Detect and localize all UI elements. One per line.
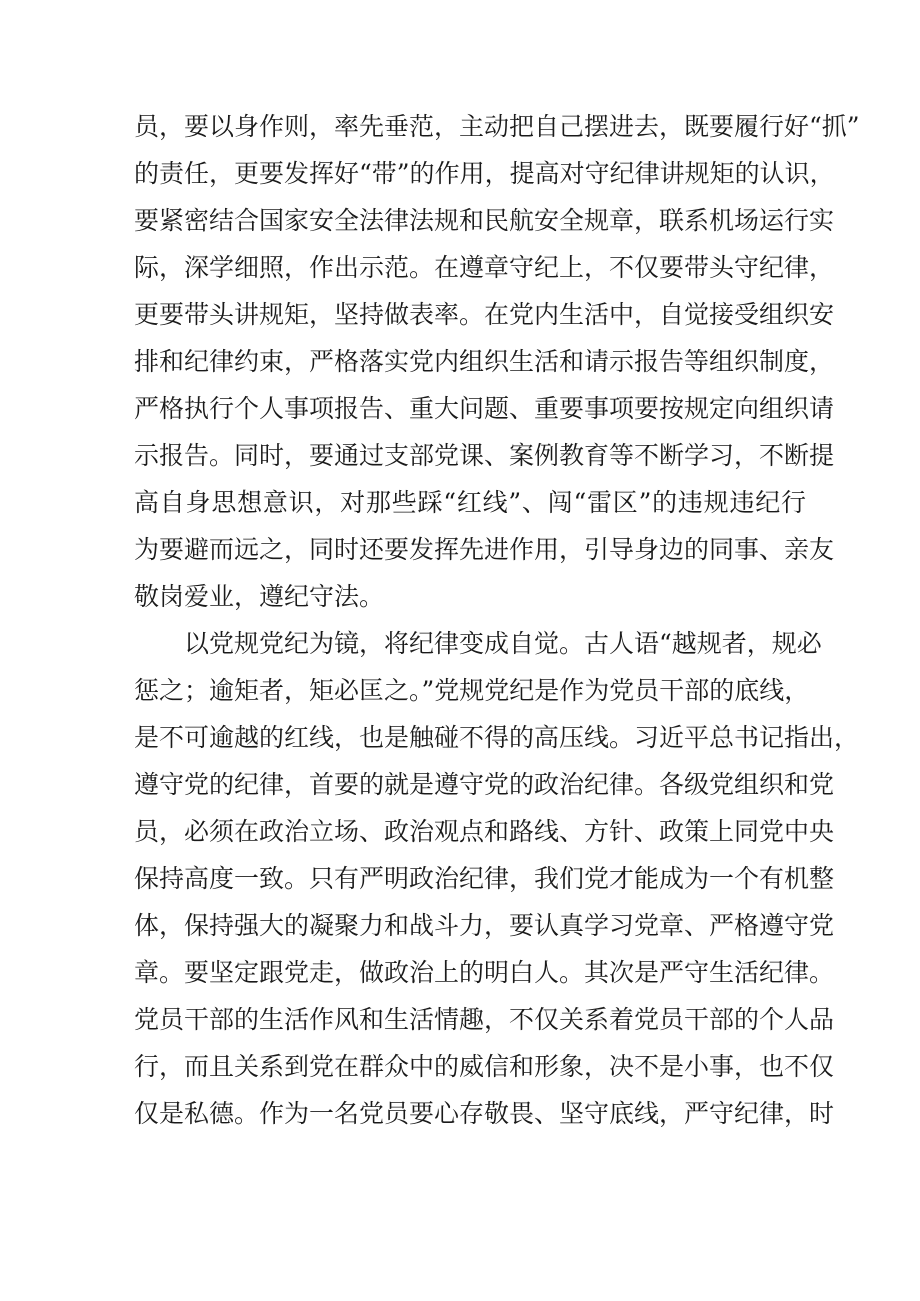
- text-line: 员，要以身作则，率先垂范，主动把自己摆进去，既要履行好“抓”: [134, 112, 860, 141]
- text-line: 惩之；逾矩者，矩必匡之。”党规党纪是作为党员干部的底线，: [134, 676, 810, 705]
- text-line: 是不可逾越的红线，也是触碰不得的高压线。习近平总书记指出，: [134, 723, 860, 752]
- text-line: 更要带头讲规矩，坚持做表率。在党内生活中，自觉接受组织安: [134, 300, 835, 329]
- text-line: 以党规党纪为镜，将纪律变成自觉。古人语“越规者，规必: [184, 629, 822, 658]
- text-line: 高自身思想意识，对那些踩“红线”、闯“雷区”的违规违纪行: [134, 488, 806, 517]
- text-line: 排和纪律约束，严格落实党内组织生活和请示报告等组织制度，: [134, 347, 835, 376]
- paragraph-1: [134, 103, 860, 620]
- text-line: 为要避而远之，同时还要发挥先进作用，引导身边的同事、亲友: [134, 535, 835, 564]
- body-text: [134, 103, 860, 1137]
- text-line: 保持高度一致。只有严明政治纪律，我们党才能成为一个有机整: [134, 864, 835, 893]
- text-line: 体，保持强大的凝聚力和战斗力，要认真学习党章、严格遵守党: [134, 911, 835, 940]
- text-line: 敬岗爱业，遵纪守法。: [134, 582, 385, 611]
- text-line: 的责任，更要发挥好“带”的作用，提高对守纪律讲规矩的认识，: [134, 159, 835, 188]
- text-line: 严格执行个人事项报告、重大问题、重要事项要按规定向组织请: [134, 394, 835, 423]
- text-line: 示报告。同时，要通过支部党课、案例教育等不断学习，不断提: [134, 441, 835, 470]
- text-line: 党员干部的生活作风和生活情趣，不仅关系着党员干部的个人品: [134, 1005, 835, 1034]
- text-line: 遵守党的纪律，首要的就是遵守党的政治纪律。各级党组织和党: [134, 770, 835, 799]
- text-line: 员，必须在政治立场、政治观点和路线、方针、政策上同党中央: [134, 817, 835, 846]
- text-line: 仅是私德。作为一名党员要心存敬畏、坚守底线，严守纪律，时: [134, 1099, 835, 1128]
- paragraph-2: [134, 620, 860, 1137]
- text-line: 要紧密结合国家安全法律法规和民航安全规章，联系机场运行实: [134, 206, 835, 235]
- text-line: 际，深学细照，作出示范。在遵章守纪上，不仅要带头守纪律，: [134, 253, 835, 282]
- text-line: 章。要坚定跟党走，做政治上的明白人。其次是严守生活纪律。: [134, 958, 835, 987]
- text-line: 行，而且关系到党在群众中的威信和形象，决不是小事，也不仅: [134, 1052, 835, 1081]
